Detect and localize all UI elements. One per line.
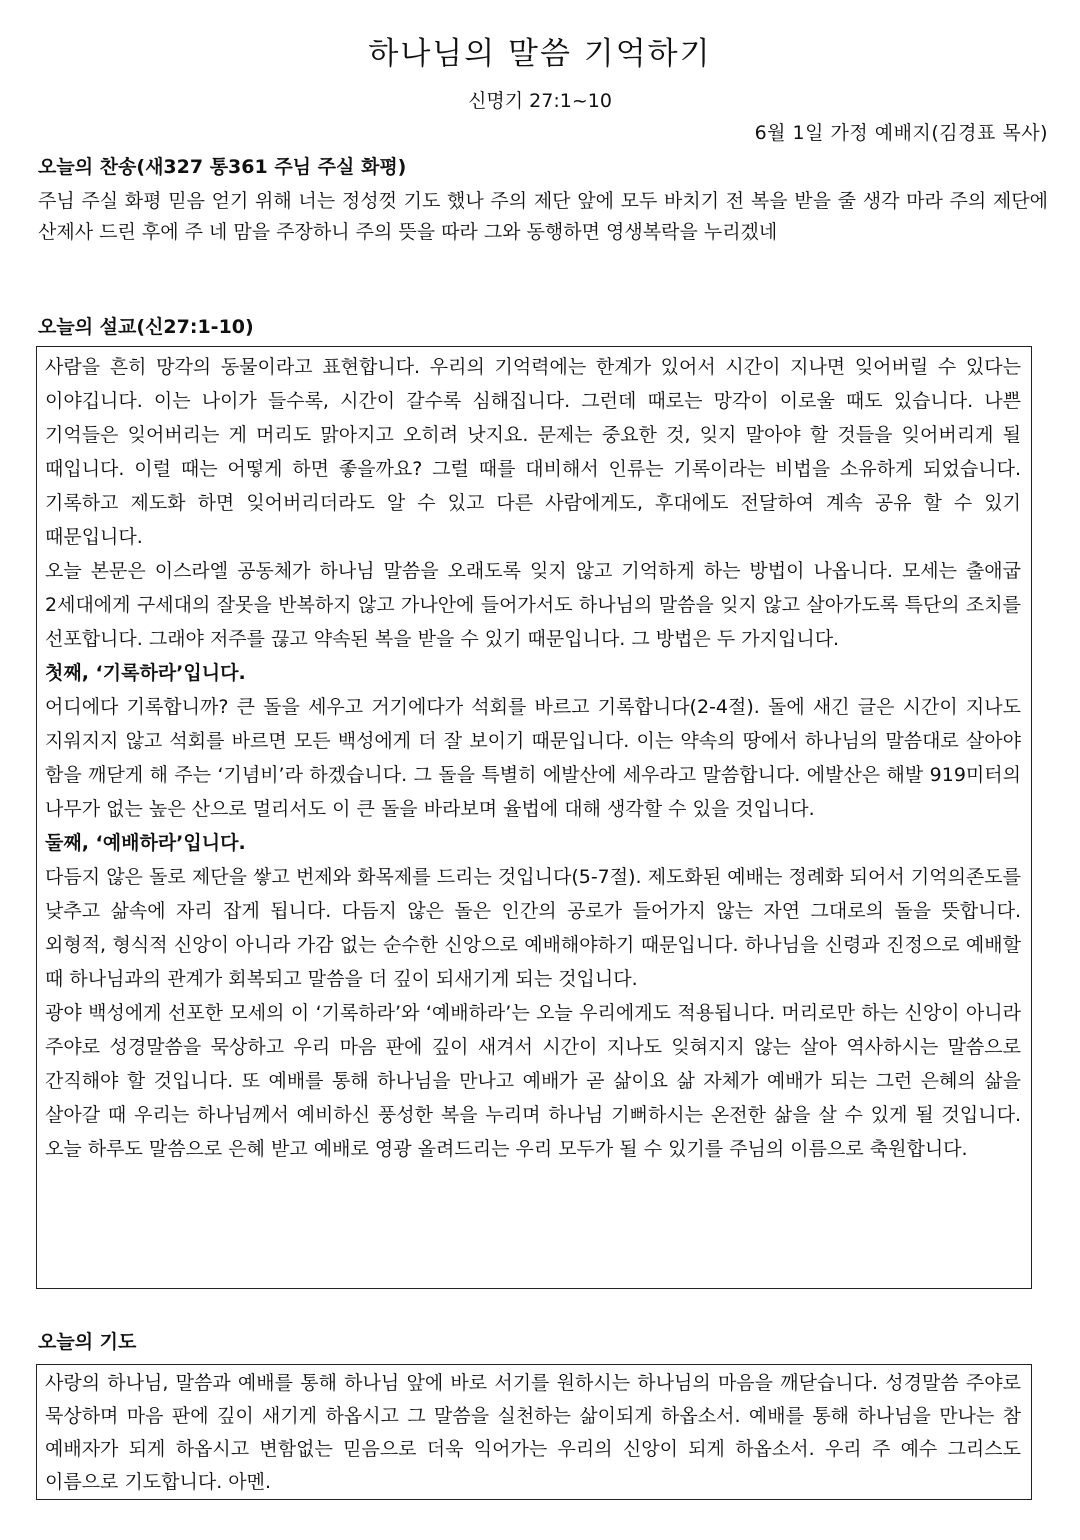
- sermon-point-one-heading: 첫째, ‘기록하라’입니다.: [45, 662, 246, 684]
- sermon-point-one-body: 어디에다 기록합니까? 큰 돌을 세우고 거기에다가 석회를 바르고 기록합니다(2-4절). 돌에 새긴 글은 시간이 지나도 지워지지 않고 석회를 바르면 모든 백성에게 더 잘 보이기 때문입니다. 이는 약속의 땅에서 하나님의 말씀대로 살아야 함을 깨닫게 해 주는 ‘기념비’라 하겠습니다. 그 돌을 특별히 에발산에 세우라고 말씀합니다. 에발산은 해발 919미터의 나무가 없는 높은 산으로 멀리서도 이 큰 돌을 바라보며 율법에 대해 생각할 수 있을 것입니다.: [45, 696, 1021, 820]
- prayer-text: 사랑의 하나님, 말씀과 예배를 통해 하나님 앞에 바로 서기를 원하시는 하나님의 마음을 깨닫습니다. 성경말씀 주야로 묵상하며 마음 판에 깊이 새기게 하옵시고 그 말씀을 실천하는 삶이되게 하옵소서. 예배를 통해 하나님을 만나는 참 예배자가 되게 하옵시고 변함없는 믿음으로 더욱 익어가는 우리의 신앙이 되게 하옵소서. 우리 주 예수 그리스도 이름으로 기도합니다. 아멘.: [45, 1372, 1021, 1493]
- scripture-reference: 신명기 27:1~10: [468, 90, 612, 112]
- hymn-heading: 오늘의 찬송(새327 통361 주님 주실 화평): [38, 156, 407, 178]
- page-title: 하나님의 말씀 기억하기: [368, 36, 712, 72]
- sermon-heading: 오늘의 설교(신27:1-10): [38, 316, 254, 338]
- prayer-box: [36, 1364, 1032, 1500]
- sermon-paragraph-intro: 사람을 흔히 망각의 동물이라고 표현합니다. 우리의 기억력에는 한계가 있어서 시간이 지나면 잊어버릴 수 있다는 이야깁니다. 이는 나이가 들수록, 시간이 갈수록 심해집니다. 그런데 때로는 망각이 이로울 때도 있습니다. 나쁜 기억들은 잊어버리는 게 머리도 맑아지고 오히려 낫지요. 문제는 중요한 것, 잊지 말아야 할 것들을 잊어버리게 될 때입니다. 이럴 때는 어떻게 하면 좋을까요? 그럴 때를 대비해서 인류는 기록이라는 비법을 소유하게 되었습니다. 기록하고 제도화 하면 잊어버리더라도 알 수 있고 다른 사람에게도, 후대에도 전달하여 계속 공유 할 수 있기 때문입니다.: [45, 356, 1021, 548]
- sermon-point-two-body: 다듬지 않은 돌로 제단을 쌓고 번제와 화목제를 드리는 것입니다(5-7절). 제도화된 예배는 정례화 되어서 기억의존도를 낮추고 삶속에 자리 잡게 됩니다. 다듬지 않은 돌은 인간의 공로가 들어가지 않는 자연 그대로의 돌을 뜻합니다. 외형적, 형식적 신앙이 아니라 가감 없는 순수한 신앙으로 예배해야하기 때문입니다. 하나님을 신령과 진정으로 예배할 때 하나님과의 관계가 회복되고 말씀을 더 깊이 되새기게 되는 것입니다.: [45, 866, 1021, 990]
- sermon-paragraph-context: 오늘 본문은 이스라엘 공동체가 하나님 말씀을 오래도록 잊지 않고 기억하게 하는 방법이 나옵니다. 모세는 출애굽 2세대에게 구세대의 잘못을 반복하지 않고 가나안에 들어가서도 하나님의 말씀을 잊지 않고 살아가도록 특단의 조치를 선포합니다. 그래야 저주를 끊고 약속된 복을 받을 수 있기 때문입니다. 그 방법은 두 가지입니다.: [45, 560, 1021, 650]
- prayer-heading: 오늘의 기도: [38, 1331, 137, 1353]
- sermon-box: [36, 346, 1032, 1289]
- date-and-author: 6월 1일 가정 예배지(김경표 목사): [754, 122, 1048, 144]
- hymn-lyrics: 주님 주실 화평 믿음 얻기 위해 너는 정성껏 기도 했나 주의 제단 앞에 모두 바치기 전 복을 받을 줄 생각 마라 주의 제단에 산제사 드린 후에 주 네 맘을 주장하니 주의 뜻을 따라 그와 동행하면 영생복락을 누리겠네: [38, 190, 1048, 243]
- sermon-point-two-heading: 둘째, ‘예배하라’입니다.: [45, 832, 246, 854]
- sermon-paragraph-conclusion: 광야 백성에게 선포한 모세의 이 ‘기록하라’와 ‘예배하라’는 오늘 우리에게도 적용됩니다. 머리로만 하는 신앙이 아니라 주야로 성경말씀을 묵상하고 우리 마음 판에 깊이 새겨서 시간이 지나도 잊혀지지 않는 살아 역사하시는 말씀으로 간직해야 할 것입니다. 또 예배를 통해 하나님을 만나고 예배가 곧 삶이요 삶 자체가 예배가 되는 그런 은혜의 삶을 살아갈 때 우리는 하나님께서 예비하신 풍성한 복을 누리며 하나님 기뻐하시는 온전한 삶을 살 수 있게 될 것입니다. 오늘 하루도 말씀으로 은혜 받고 예배로 영광 올려드리는 우리 모두가 될 수 있기를 주님의 이름으로 축원합니다.: [45, 1002, 1021, 1160]
